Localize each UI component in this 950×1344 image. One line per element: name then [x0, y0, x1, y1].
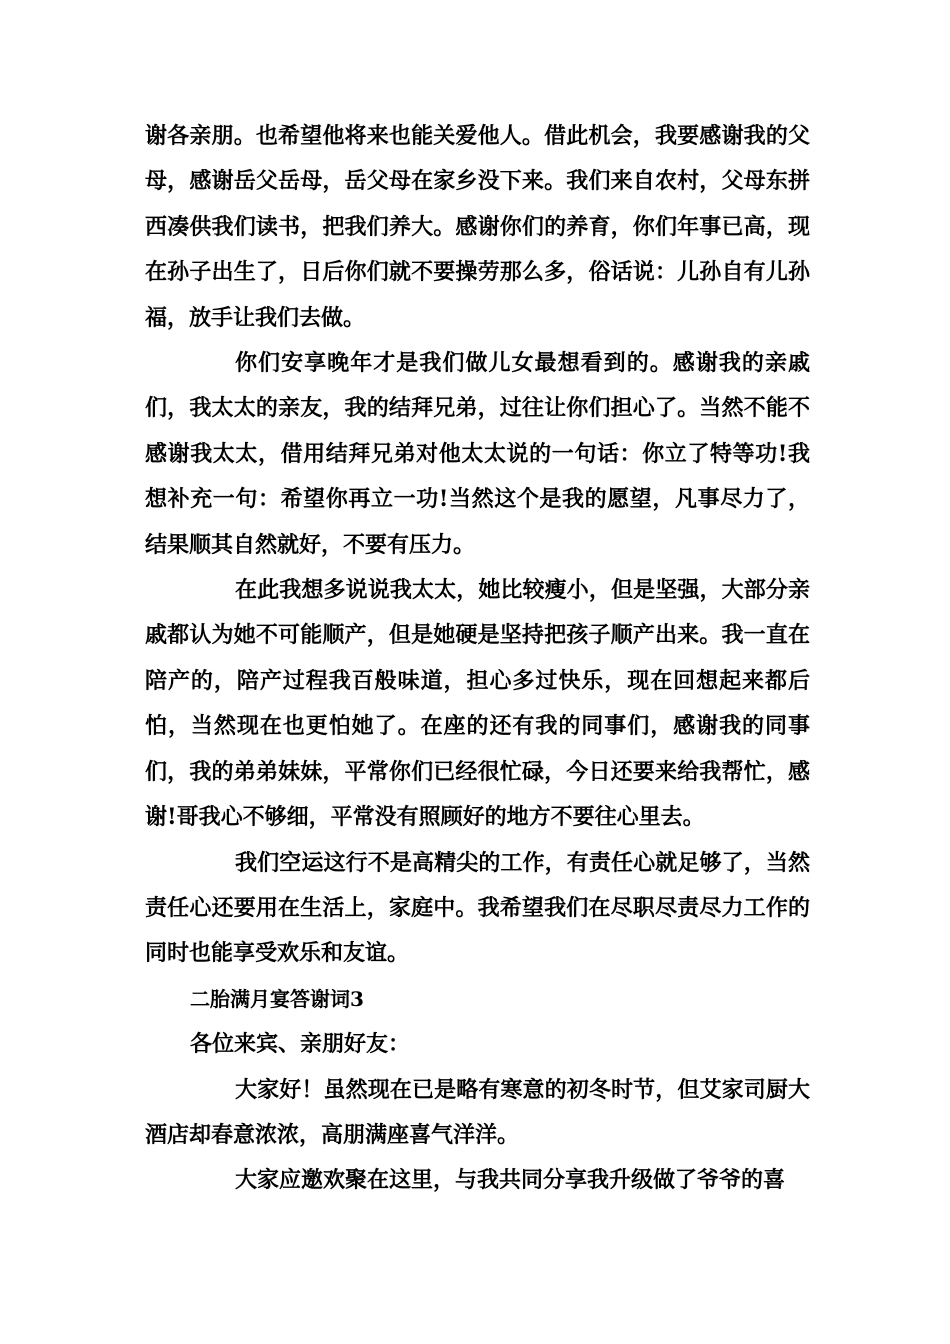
paragraph-continuation: 谢各亲朋。也希望他将来也能关爱他人。借此机会，我要感谢我的父母，感谢岳父岳母，岳父母在家乡没下来。我们来自农村，父母东拼西凑供我们读书，把我们养大。感谢你们的养育，你们年事已高，现在孙子出生了，日后你们就不要操劳那么多，俗话说：儿孙自有儿孙福，放手让我们去做。: [145, 123, 810, 331]
paragraph-greeting: 大家好！虽然现在已是略有寒意的初冬时节，但艾家司厨大酒店却春意浓浓，高朋满座喜气洋洋。: [145, 1076, 810, 1148]
paragraph-about-wife: 在此我想多说说我太太，她比较瘦小，但是坚强，大部分亲戚都认为她不可能顺产，但是她硬是坚持把孩子顺产出来。我一直在陪产的，陪产过程我百般味道，担心多过快乐，现在回想起来都后怕，当然现在也更怕她了。在座的还有我的同事们，感谢我的同事们，我的弟弟妹妹，平常你们已经很忙碌，今日还要来给我帮忙，感谢!哥我心不够细，平常没有照顾好的地方不要往心里去。: [145, 577, 810, 831]
document-body: [145, 114, 810, 1204]
paragraph-gathering: 大家应邀欢聚在这里，与我共同分享我升级做了爷爷的喜: [235, 1167, 786, 1194]
paragraph-work-responsibility: 我们空运这行不是高精尖的工作，有责任心就足够了，当然责任心还要用在生活上，家庭中。我希望我们在尽职尽责尽力工作的同时也能享受欢乐和友谊。: [145, 849, 810, 967]
paragraph-thanks-relatives: 你们安享晚年才是我们做儿女最想看到的。感谢我的亲戚们，我太太的亲友，我的结拜兄弟，过往让你们担心了。当然不能不感谢我太太，借用结拜兄弟对他太太说的一句话：你立了特等功!我想补充一句：希望你再立一功!当然这个是我的愿望，凡事尽力了，结果顺其自然就好，不要有压力。: [145, 350, 810, 558]
section-heading: 二胎满月宴答谢词3: [190, 986, 364, 1011]
salutation: 各位来宾、亲朋好友：: [190, 1031, 411, 1058]
